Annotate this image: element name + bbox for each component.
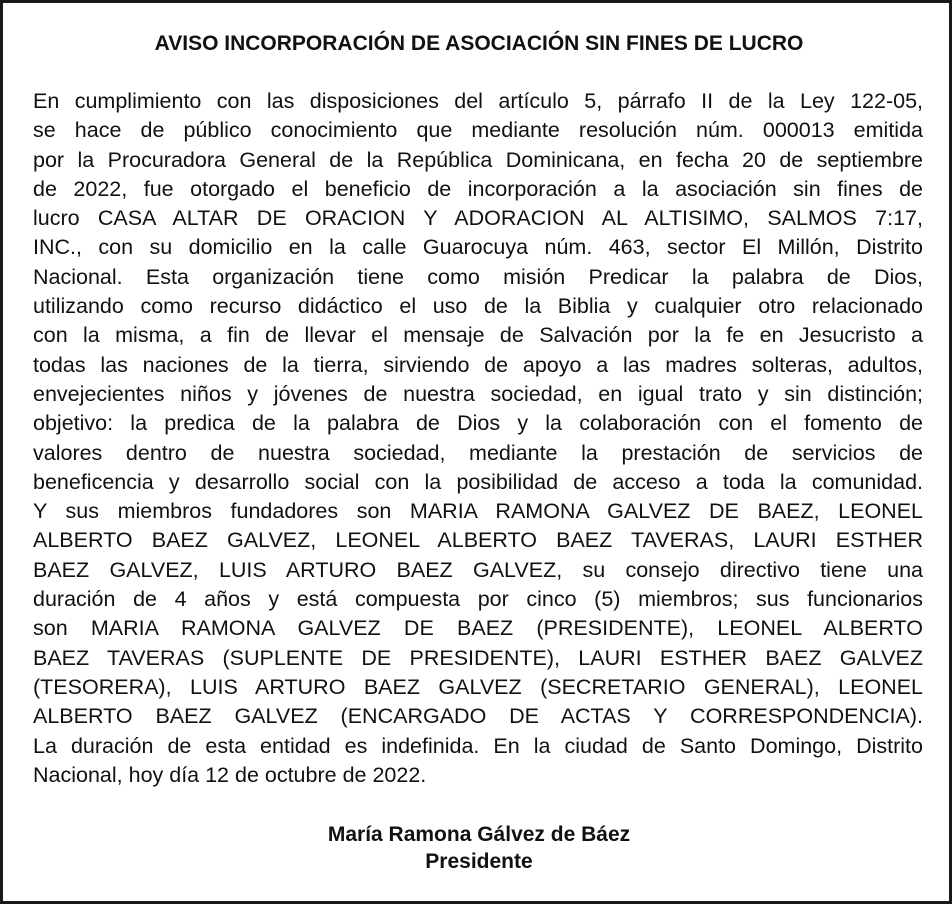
body-line: BAEZ TAVERAS (SUPLENTE DE PRESIDENTE), LAURI ESTHER BAEZ GALVEZ [33,645,923,670]
body-line: INC., con su domicilio en la calle Guarocuya núm. 463, sector El Millón, Distrito [33,235,923,260]
body-line: (TESORERA), LUIS ARTURO BAEZ GALVEZ (SECRETARIO GENERAL), LEONEL [33,674,923,699]
body-line: por la Procuradora General de la República Dominicana, en fecha 20 de septiembre [33,147,923,172]
signature-block [3,821,952,875]
signature-name: María Ramona Gálvez de Báez [327,823,631,846]
body-line: beneficencia y desarrollo social con la posibilidad de acceso a toda la comunidad. [33,469,923,494]
body-line: ALBERTO BAEZ GALVEZ, LEONEL ALBERTO BAEZ TAVERAS, LAURI ESTHER [33,528,923,553]
body-line: Y sus miembros fundadores son MARIA RAMONA GALVEZ DE BAEZ, LEONEL [33,499,923,524]
notice-title: AVISO INCORPORACIÓN DE ASOCIACIÓN SIN FINES DE LUCRO [154,32,804,55]
body-line: La duración de esta entidad es indefinida. En la ciudad de Santo Domingo, Distrito [33,733,923,758]
body-line: En cumplimiento con las disposiciones del artículo 5, párrafo II de la Ley 122-05, [33,89,923,113]
body-line: BAEZ GALVEZ, LUIS ARTURO BAEZ GALVEZ, su consejo directivo tiene una [33,557,923,582]
body-line: lucro CASA ALTAR DE ORACION Y ADORACION AL ALTISIMO, SALMOS 7:17, [33,206,923,231]
body-line: con la misma, a fin de llevar el mensaje de Salvación por la fe en Jesucristo a [33,323,923,348]
body-line: se hace de público conocimiento que mediante resolución núm. 000013 emitida [33,118,923,143]
notice-body [33,87,923,790]
body-line: valores dentro de nuestra sociedad, mediante la prestación de servicios de [33,440,923,465]
body-line: de 2022, fue otorgado el beneficio de incorporación a la asociación sin fines de [33,176,923,201]
body-line: ALBERTO BAEZ GALVEZ (ENCARGADO DE ACTAS Y CORRESPONDENCIA). [33,704,923,729]
body-line: utilizando como recurso didáctico el uso de la Biblia y cualquier otro relacionado [33,294,923,319]
body-line: envejecientes niños y jóvenes de nuestra sociedad, en igual trato y sin distinción; [33,381,923,406]
body-line: Nacional, hoy día 12 de octubre de 2022. [33,762,427,787]
body-line: todas las naciones de la tierra, sirviendo de apoyo a las madres solteras, adultos, [33,352,923,377]
body-line: duración de 4 años y está compuesta por cinco (5) miembros; sus funcionarios [33,587,923,612]
body-line: objetivo: la predica de la palabra de Dios y la colaboración con el fomento de [33,411,923,436]
body-line: Nacional. Esta organización tiene como misión Predicar la palabra de Dios, [33,264,923,289]
signature-role: Presidente [425,850,533,873]
body-line: son MARIA RAMONA GALVEZ DE BAEZ (PRESIDENTE), LEONEL ALBERTO [33,616,923,641]
